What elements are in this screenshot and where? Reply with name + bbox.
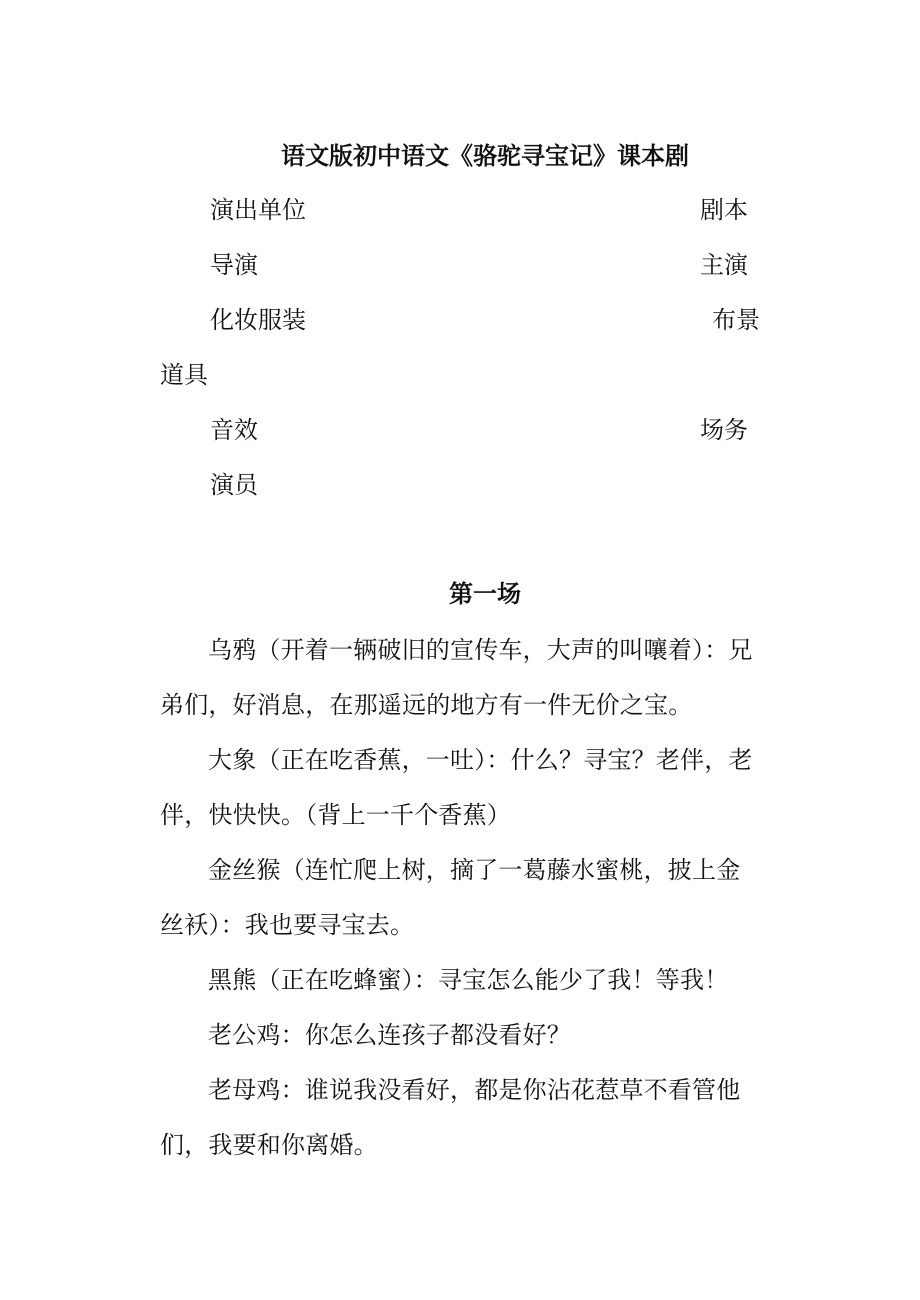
dialogue-elephant: 大象（正在吃香蕉，一吐）：什么？寻宝？老伴，老伴，快快快。（背上一千个香蕉） — [160, 746, 753, 829]
credit-performing-unit: 演出单位 — [210, 196, 306, 224]
dialogue-black-bear: 黑熊（正在吃蜂蜜）：寻宝怎么能少了我！等我！ — [208, 966, 729, 994]
dialogue-crow: 乌鸦（开着一辆破旧的宣传车，大声的叫嚷着）：兄弟们，好消息，在那遥远的地方有一件无价之宝。 — [160, 636, 753, 719]
dialogue-hen: 老母鸡：谁说我没看好，都是你沾花惹草不看管他们，我要和你离婚。 — [160, 1076, 741, 1159]
credit-sound-effects: 音效 — [210, 416, 258, 444]
credit-stage-crew: 场务 — [700, 416, 748, 444]
credit-script: 剧本 — [700, 196, 748, 224]
credit-props: 道具 — [160, 361, 208, 389]
dialogue-golden-monkey: 金丝猴（连忙爬上树，摘了一葛藤水蜜桃，披上金丝袄）：我也要寻宝去。 — [160, 856, 741, 939]
credit-set-design: 布景 — [712, 306, 760, 334]
credit-director: 导演 — [210, 251, 258, 279]
credit-actors: 演员 — [210, 471, 258, 499]
page-title: 语文版初中语文《骆驼寻宝记》课本剧 — [281, 141, 689, 170]
scene-heading: 第一场 — [449, 579, 521, 608]
dialogue-rooster: 老公鸡：你怎么连孩子都没看好？ — [208, 1021, 571, 1049]
credit-makeup-costume: 化妆服装 — [210, 306, 306, 334]
credit-lead-actor: 主演 — [700, 251, 748, 279]
